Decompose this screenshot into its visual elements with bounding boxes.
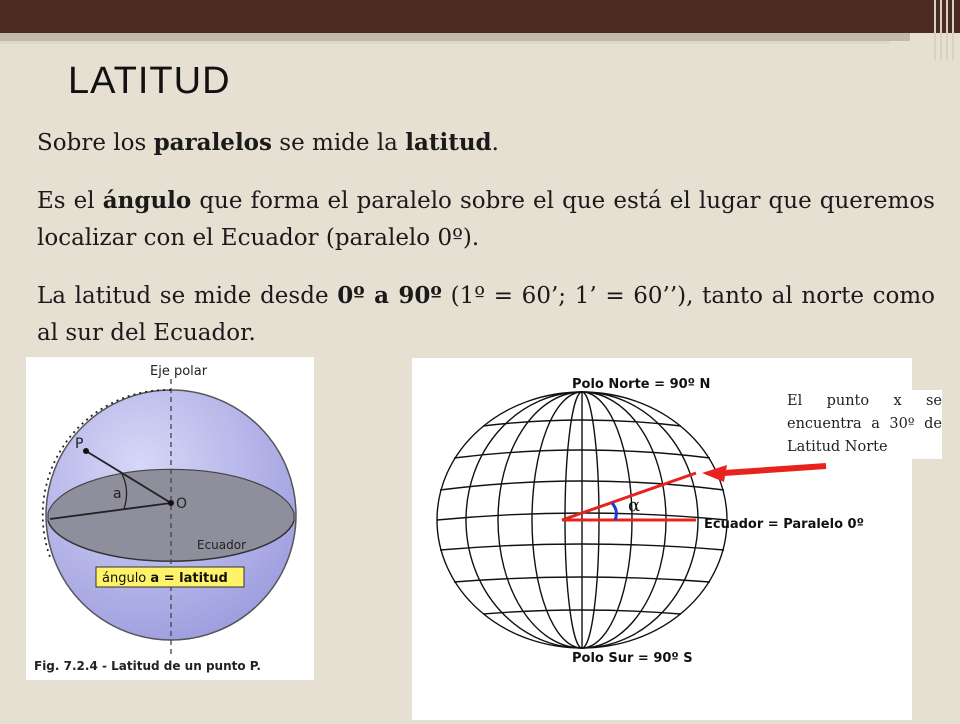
top-stripe-light [0,41,890,44]
latitude-box-label [102,571,228,586]
point-label: P [75,436,84,452]
slide-title: LATITUD [68,60,231,102]
sphere-diagram [26,357,314,680]
figure-caption: Fig. 7.2.4 - Latitud de un punto P. [34,659,261,673]
angle-label: a [113,486,122,502]
alpha-symbol: α [628,495,641,516]
axis-label: Eje polar [150,364,208,379]
paragraph-range [37,277,935,352]
north-pole-label: Polo Norte = 90º N [572,377,711,392]
p1-text-c: se mide la [271,130,406,156]
p3-text-c: (1º = 60’; 1’ = 60’’), tanto al norte como al sur del Ecuador. [37,283,936,346]
p2-text-a: Es el [37,188,103,214]
point-p [83,448,89,454]
south-pole-label: Polo Sur = 90º S [572,651,693,666]
p2-text-c: que forma el paralelo sobre el que está el lugar que queremos localizar con el Ecuador (paralelo 0º). [37,188,935,251]
p2-bold-angulo: ángulo [102,187,192,214]
box-prefix: ángulo [102,571,151,586]
ecuador-paralelo-label: Ecuador = Paralelo 0º [704,517,864,532]
latitude-sphere-figure [26,357,314,680]
top-bar [0,0,960,33]
corner-stripes [930,0,960,60]
equator-label: Ecuador [197,538,247,552]
p1-bold-paralelos: paralelos [153,129,272,156]
center-label: O [176,496,188,512]
paragraph-angulo [37,182,935,257]
center-point [168,500,174,506]
top-stripe [0,33,910,41]
arrow-shaft [724,466,826,473]
p1-text-a: Sobre los [37,130,154,156]
p3-bold-range: 0º a 90º [337,282,442,309]
paragraph-paralelos [37,124,935,162]
alpha-arc [612,503,616,520]
p1-bold-latitud: latitud [405,129,492,156]
point-x-note: El punto x se encuentra a 30º de Latitud Norte [787,390,942,459]
p3-text-a: La latitud se mide desde [37,283,338,309]
p1-text-e: . [491,130,499,156]
box-bold: a = latitud [150,571,228,586]
